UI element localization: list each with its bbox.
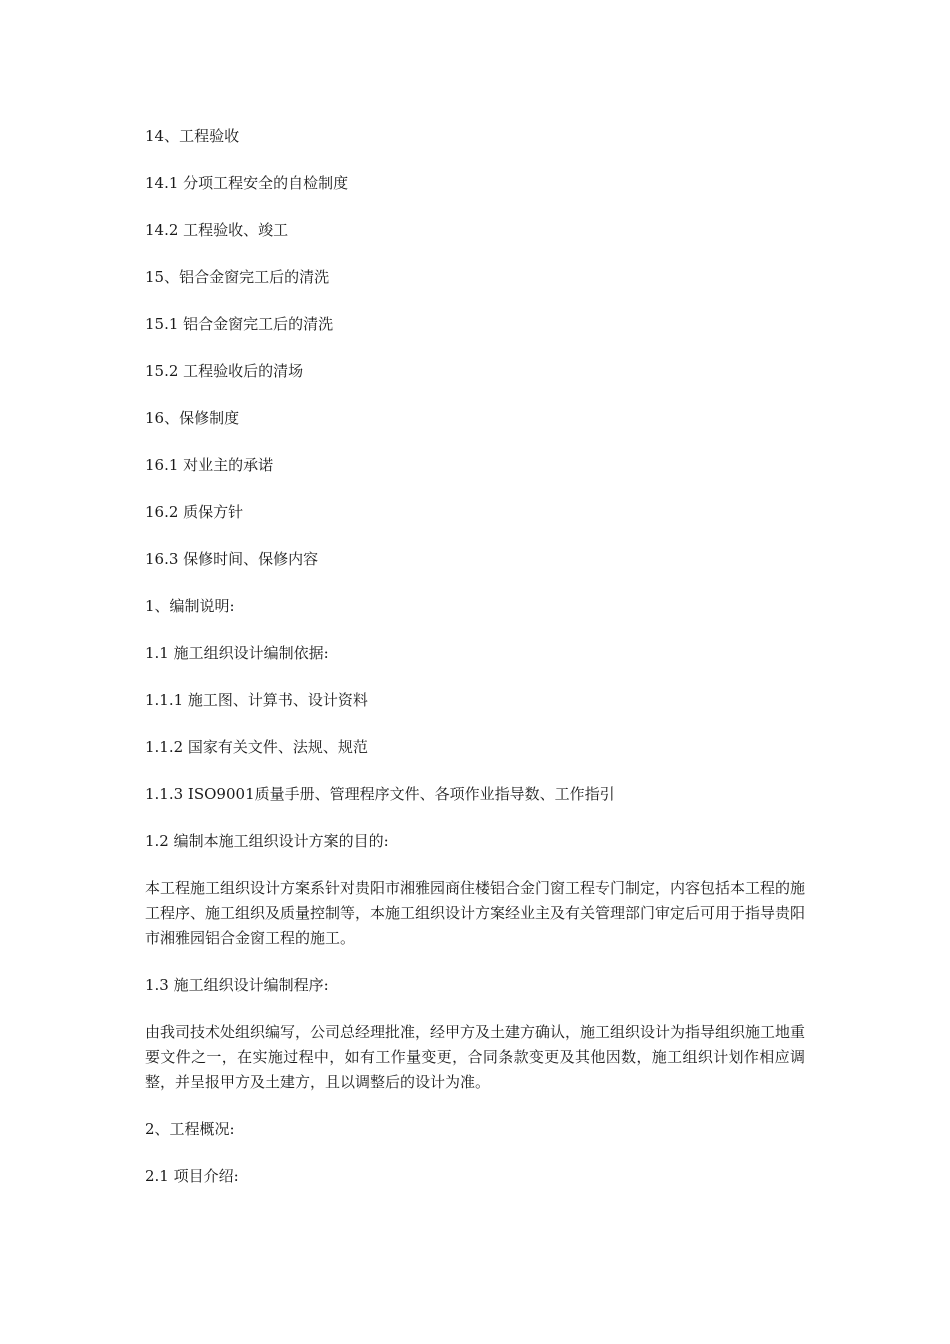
section-heading-1-3: 1.3 施工组织设计编制程序:	[145, 976, 329, 994]
toc-item-14: 14、工程验收	[145, 127, 240, 145]
toc-item-16: 16、保修制度	[145, 409, 240, 427]
section-heading-1-1: 1.1 施工组织设计编制依据:	[145, 644, 329, 662]
toc-item-14-2: 14.2 工程验收、竣工	[145, 221, 289, 239]
toc-item-15: 15、铝合金窗完工后的清洗	[145, 268, 330, 286]
section-heading-2-1: 2.1 项目介绍:	[145, 1167, 239, 1185]
toc-item-16-1: 16.1 对业主的承诺	[145, 456, 274, 474]
toc-item-14-1: 14.1 分项工程安全的自检制度	[145, 174, 349, 192]
toc-item-15-1: 15.1 铝合金窗完工后的清洗	[145, 315, 334, 333]
toc-item-15-2: 15.2 工程验收后的清场	[145, 362, 304, 380]
section-heading-2: 2、工程概况:	[145, 1120, 235, 1138]
list-item-1-1-3: 1.1.3 ISO9001质量手册、管理程序文件、各项作业指导数、工作指引	[145, 785, 615, 803]
purpose-paragraph: 本工程施工组织设计方案系针对贵阳市湘雅园商住楼铝合金门窗工程专门制定，内容包括本工程的施工程序、施工组织及质量控制等，本施工组织设计方案经业主及有关管理部门审定后可用于指导贵阳市湘雅园铝合金窗工程的施工。	[145, 879, 806, 947]
list-item-1-1-2: 1.1.2 国家有关文件、法规、规范	[145, 738, 368, 756]
toc-item-16-3: 16.3 保修时间、保修内容	[145, 550, 319, 568]
list-item-1-1-1: 1.1.1 施工图、计算书、设计资料	[145, 691, 368, 709]
document-body	[145, 124, 805, 1211]
toc-item-16-2: 16.2 质保方针	[145, 503, 244, 521]
section-heading-1-2: 1.2 编制本施工组织设计方案的目的:	[145, 832, 389, 850]
procedure-paragraph: 由我司技术处组织编写，公司总经理批准，经甲方及土建方确认，施工组织设计为指导组织施工地重要文件之一，在实施过程中，如有工作量变更，合同条款变更及其他因数，施工组织计划作相应调整，并呈报甲方及土建方，且以调整后的设计为准。	[145, 1023, 806, 1091]
section-heading-1: 1、编制说明:	[145, 597, 235, 615]
